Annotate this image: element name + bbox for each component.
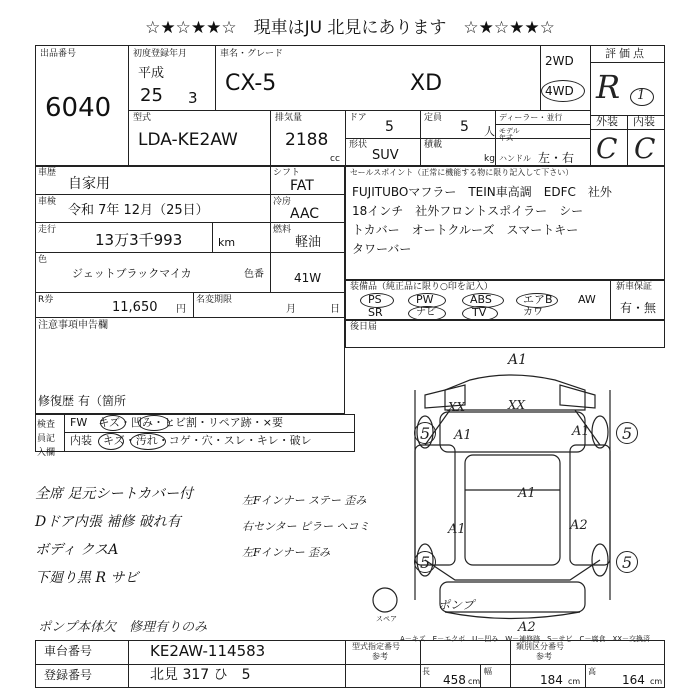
load-label: 積載 [424,140,443,150]
mark-a1-rear: A1 [448,522,466,537]
color-code-label: 色番 [244,269,264,280]
door-label: ドア [349,113,367,123]
model-spec-label: 型式指定番号 [352,642,400,651]
equip-sr: SR [368,306,383,319]
equip-ps: PS [368,293,382,306]
shift-value: FAT [290,178,314,194]
repair-value: 有（箇所 [78,394,127,408]
km-unit: km [218,236,236,249]
reg-month: 3 [188,89,198,107]
tax-label: 名変期限 [196,295,233,305]
mark-a1-top: A1 [508,352,528,368]
sales-point-line: FUJITUBOマフラー TEIN車高調 EDFC 社外 [352,185,612,199]
warranty-value: 有・無 [620,301,657,315]
interior-label: 内装 [633,115,655,128]
shape: SUV [372,148,399,163]
capacity-label: 定員 [424,113,443,123]
mark-5-rr: 5 [622,553,633,572]
model-label: 型式 [133,113,152,123]
drive-4wd: 4WD [545,84,574,98]
repair-label: 修復歴 [38,394,75,408]
exterior-label: 外装 [596,115,618,128]
cat-no-ref: 参考 [536,652,552,661]
reg-plate: 北見 317 ひ 5 [150,667,251,683]
mark-5-fl: 5 [420,424,431,443]
mileage-value: 13万3千993 [95,231,183,249]
equip-aw: AW [578,293,596,306]
tax-month: 月 [286,304,296,315]
dim-width: 184 [540,673,563,687]
sales-point-label: セールスポイント（正常に機能する物に限り記入して下さい） [350,168,574,177]
mark-5-rl: 5 [420,553,431,572]
aircon-label: 冷房 [273,197,292,207]
doors: 5 [385,119,394,135]
new-warranty-label: 新車保証 [616,282,653,292]
lot-label: 出品番号 [40,49,77,59]
after-fit-label: 後日届 [350,322,378,332]
dim-height-unit: cm [650,677,663,686]
handwritten-right-note: 右センター ピラー へコミ [242,520,370,533]
equipment-label: 装備品（純正品に限り○印を記入） [350,282,493,292]
handwritten-note: Dドア内張 補修 破れ有 [35,514,181,530]
handwritten-right [242,488,370,566]
displacement-label: 排気量 [275,113,303,123]
equip-pw: PW [416,293,434,306]
mark-xx-right: XX [508,398,526,412]
displacement: 2188 [285,130,329,150]
sales-point-line: トカバー オートクルーズ スマートキー [352,223,579,237]
pump-label: ポンプ [438,598,475,612]
eval-label: 評価点 [605,47,647,60]
cat-no-label: 類別区分番号 [516,642,564,651]
car-damage-diagram [355,350,665,640]
yen-unit: 円 [176,304,186,315]
color-code-value: 41W [294,271,322,285]
seats: 5 [460,119,469,135]
fuel-value: 軽油 [295,235,322,250]
damage-legend: A－キズ E－エクボ U－凹み W－補修跡 S－サビ C－腐食 XX－交換済 [400,635,651,643]
lot-number: 6040 [45,93,112,123]
grade: XD [410,71,443,96]
shape-label: 形状 [349,140,368,150]
eval-score: R [596,68,621,106]
reg-no-label: 登録番号 [44,668,93,682]
recycle-label: R券 [38,295,54,305]
handwritten-note: ポンプ本体欠 修理有りのみ [38,620,208,635]
handwritten-note: ボディ クスA [35,542,119,558]
dim-height: 164 [622,673,645,687]
dim-length-label: 長 [422,667,430,676]
mark-a1-right: A1 [572,424,590,439]
mark-xx-left: XX [448,400,466,414]
handwritten-note: 全席 足元シートカバー付 [35,486,194,502]
equip-airbag: エアB [523,293,553,306]
dim-length: 458 [443,673,466,687]
exterior-grade: C [596,132,618,165]
recycle-value: 11,650 [112,300,158,315]
notice-label: 注意事項申告欄 [38,320,108,331]
inspector-row-fw: FW キズ・凹み・ヒビ割・リペア跡・×要 [70,416,283,429]
dim-height-label: 高 [588,667,596,676]
history-label: 車歴 [38,168,57,178]
banner: ☆★☆★★☆ 現車はJU 北見にあります ☆★☆★★☆ [145,18,555,38]
after-fit-frame [345,320,665,348]
cc-unit: cc [330,154,340,164]
inspector-row-interior: 内装 キズ・汚れ・コゲ・穴・スレ・キレ・破レ [70,434,312,447]
fuel-label: 燃料 [273,225,292,235]
dim-length-unit: cm [468,677,481,686]
shift-label: シフト [273,168,301,178]
era: 平成 [138,66,165,81]
reg-year: 25 [140,85,163,106]
chassis-label: 車台番号 [44,644,93,658]
tax-day: 日 [330,304,340,315]
seat-unit: 人 [484,125,495,138]
handwritten-right-note: 左Fインナー 歪み [242,546,331,559]
equip-leather: カワ [523,307,543,318]
mark-5-fr: 5 [622,424,633,443]
color-code-line [273,255,282,265]
model-spec-ref: 参考 [372,652,388,661]
handwritten-right-note: 左Fインナー ステー 歪み [242,494,367,507]
car-name: CX-5 [225,71,277,96]
sales-point-line: タワーバー [352,242,412,256]
color-label: 色 [38,255,48,265]
mark-a2-bottom: A2 [518,620,536,635]
handle-value: 左・右 [538,151,575,165]
chassis-number: KE2AW-114583 [150,642,266,660]
mileage-label: 走行 [38,225,57,235]
mark-a2-right: A2 [570,518,588,533]
handwritten-notes [35,480,193,592]
model-code: LDA-KE2AW [138,130,238,150]
mark-a1-center: A1 [518,486,536,501]
dim-width-label: 幅 [484,667,492,676]
aircon-value: AAC [290,206,320,222]
inspection-value: 令和 7年 12月（25日） [68,203,209,218]
model-year-label: モデル年式 [499,127,520,142]
inspector-label: 検査員記入欄 [37,420,56,458]
dealer-label: ディーラー・並行 [499,113,563,122]
dim-width-unit: cm [568,677,581,686]
kg-unit: kg [484,154,495,164]
inspection-label: 車検 [38,197,57,207]
equip-navi: ナビ [416,307,436,318]
spare-label: スペア [376,615,397,623]
drive-2wd: 2WD [545,54,574,68]
equip-tv: TV [472,306,487,319]
mark-a1-left: A1 [454,428,472,443]
name-grade-label: 車名・グレード [220,49,284,59]
handwritten-note: 下廻り黒 R サビ [35,570,139,586]
interior-grade: C [634,132,656,165]
sales-point-line: 18インチ 社外フロントスポイラー シー [352,204,584,218]
sales-point-text [352,183,612,259]
history-value: 自家用 [68,176,110,192]
eval-sub: 1 [637,88,646,103]
handle-label: ハンドル [499,154,531,163]
color-value: ジェットブラックマイカ [72,267,192,280]
equip-abs: ABS [470,293,492,306]
first-reg-label: 初度登録年月 [133,49,188,59]
